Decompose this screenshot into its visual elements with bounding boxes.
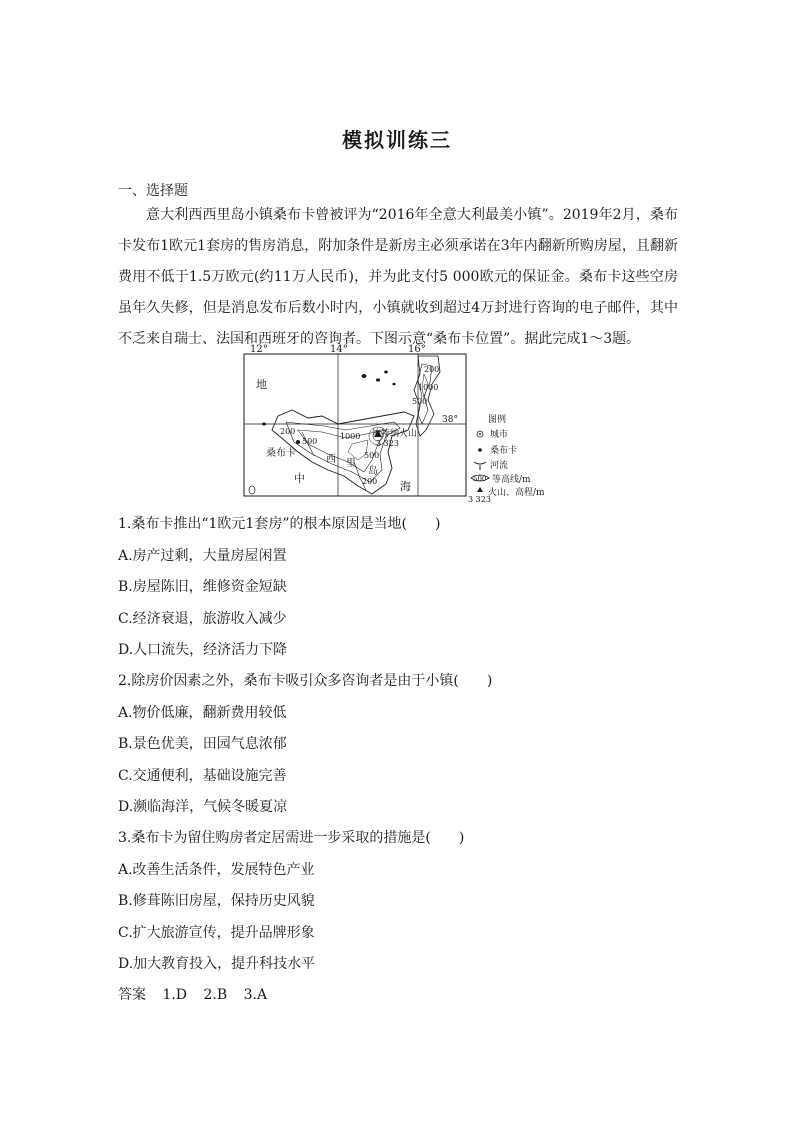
question-3-stem: 3.桑布卡为留住购房者定居需进一步采取的措施是( ) <box>118 830 465 846</box>
etna-elevation: 3 323 <box>376 439 399 448</box>
question-3-option-d: D.加大教育投入，提升科技水平 <box>118 956 316 972</box>
contour-label: 200 <box>280 427 296 436</box>
lon-label-12: 12° <box>250 344 268 355</box>
region-label-zhong: 中 <box>294 472 305 485</box>
legend-town-label: 桑布卡 <box>490 446 518 456</box>
river-icon <box>474 462 486 470</box>
question-3-option-b: B.修葺陈旧房屋，保持历史风貌 <box>118 893 315 909</box>
page-title: 模拟训练三 <box>342 128 452 152</box>
passage-text: 意大利西西里岛小镇桑布卡曾被评为“2016年全意大利最美小镇”。2019年2月，桑布卡发布1欧元1套房的售房消息，附加条件是新房主必须承诺在3年内翻新所购房屋，且翻新费用不低于1.5万欧元(约11万人民币)，并为此支付5 000欧元的保证金。桑布卡这些空房虽年久失修，但是消息发布后数小时内，小镇就收到超过4万封进行咨询的电子邮件，其中不乏来自瑞士、法国和西班牙的咨询者。下图示意“桑布卡位置”。据此完成1～3题。 <box>118 207 678 347</box>
contour-label: 200 <box>424 365 440 374</box>
sambuca-dot-icon <box>296 440 300 444</box>
contour-label: 500 <box>302 437 318 446</box>
lat-label-38: 38° <box>442 415 458 425</box>
question-1-option-a: A.房产过剩，大量房屋闲置 <box>118 548 287 564</box>
legend-volcano-label: 火山、高程/m <box>488 488 545 498</box>
volcano-icon <box>477 487 483 492</box>
location-map <box>242 344 562 504</box>
question-2-option-a: A.物价低廉，翻新费用较低 <box>118 705 287 721</box>
lon-label-14: 14° <box>330 344 348 355</box>
question-1-option-d: D.人口流失，经济活力下降 <box>118 642 288 658</box>
sambuca-label: 桑布卡 <box>266 448 296 459</box>
question-3-option-c: C.扩大旅游宣传，提升品牌形象 <box>118 925 315 941</box>
legend-contour-label: 等高线/m <box>492 475 531 485</box>
question-3-option-a: A.改善生活条件，发展特色产业 <box>118 862 315 878</box>
aeolian-island-4 <box>392 383 395 386</box>
question-2-option-c: C.交通便利，基础设施完善 <box>118 768 287 784</box>
aeolian-island-1 <box>362 374 367 378</box>
pantelleria-island <box>249 486 255 494</box>
aeolian-island-2 <box>376 378 380 381</box>
region-label-xi: 西 <box>326 454 336 465</box>
question-1-stem: 1.桑布卡推出“1欧元1套房”的根本原因是当地( ) <box>118 516 441 532</box>
answer-item: 2.B <box>203 987 228 1003</box>
contour-label: 1000 <box>340 432 361 441</box>
map-legend <box>468 413 545 504</box>
region-label-hai: 海 <box>400 480 411 493</box>
region-label-dao: 岛 <box>368 466 378 477</box>
answer-label: 答案 <box>118 987 146 1003</box>
region-label-li: 里 <box>346 458 356 469</box>
town-dot-icon <box>478 448 482 452</box>
question-2-option-d: D.濒临海洋，气候冬暖夏凉 <box>118 799 288 815</box>
contour-label: 500 <box>364 451 380 460</box>
legend-contour-sample: 500 <box>473 475 487 483</box>
aeolian-island-3 <box>384 371 388 374</box>
question-2-stem: 2.除房价因素之外，桑布卡吸引众多咨询者是由于小镇( ) <box>118 673 493 689</box>
legend-river-label: 河流 <box>490 461 509 471</box>
answer-item: 1.D <box>162 987 188 1003</box>
legend-volcano-sample: 3 323 <box>468 495 491 504</box>
question-1-option-b: B.房屋陈旧，维修资金短缺 <box>118 579 287 595</box>
section-heading: 一、选择题 <box>118 183 188 199</box>
map-frame <box>244 354 466 496</box>
legend-title: 图例 <box>488 415 507 425</box>
contour-label: 500 <box>412 397 428 406</box>
contour-label: 1000 <box>418 383 439 392</box>
answer-key <box>118 984 279 1004</box>
answer-item: 3.A <box>243 987 268 1003</box>
lon-label-16: 16° <box>408 344 426 355</box>
egadi-island <box>262 423 266 426</box>
question-1-option-c: C.经济衰退，旅游收入减少 <box>118 611 287 627</box>
legend-city-label: 城市 <box>490 430 509 440</box>
etna-label: 埃特纳火山 <box>372 429 418 439</box>
contour-label: 200 <box>362 477 378 486</box>
region-label-di: 地 <box>256 378 267 391</box>
question-2-option-b: B.景色优美，田园气息浓郁 <box>118 736 287 752</box>
